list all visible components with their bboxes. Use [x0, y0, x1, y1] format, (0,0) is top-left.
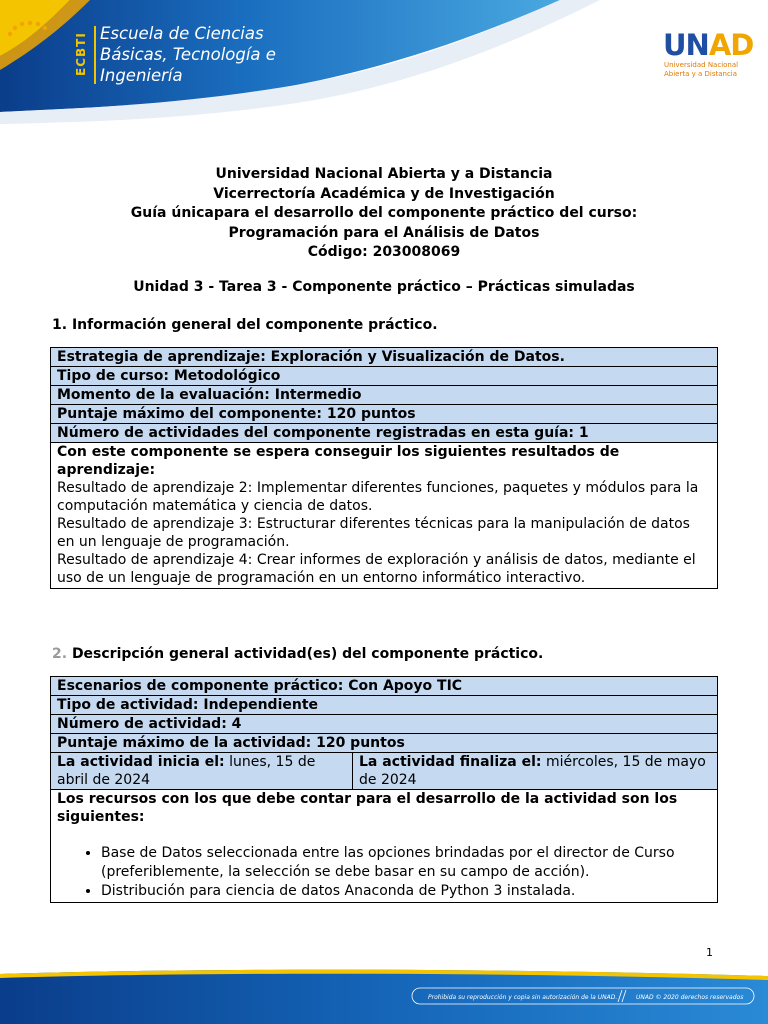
learning-result-3: Resultado de aprendizaje 3: Estructurar diferentes técnicas para la manipulación de datos en un lenguaje de programación.: [57, 516, 690, 550]
unad-logo-wordmark: UNAD: [663, 28, 754, 62]
table-row: Número de actividad: 4: [51, 715, 718, 734]
learning-result-2: Resultado de aprendizaje 2: Implementar diferentes funciones, paquetes y módulos para la computación matemática y ciencia de datos.: [57, 480, 699, 514]
activity-start-cell: La actividad inicia el: lunes, 15 de abril de 2024: [51, 753, 353, 790]
list-item: • Distribución para ciencia de datos Anaconda de Python 3 instalada.: [101, 882, 711, 901]
header-banner: [0, 0, 768, 140]
table-row: Tipo de curso: Metodológico: [51, 367, 718, 386]
title-line-2: Vicerrectoría Académica y de Investigación: [213, 185, 555, 202]
footer-rights: UNAD © 2020 derechos reservados: [636, 994, 744, 1001]
school-line-1: Escuela de Ciencias: [100, 24, 264, 43]
unad-logo-subtitle: Universidad Nacional Abierta y a Distancia: [664, 61, 739, 78]
school-line-3: Ingeniería: [100, 66, 183, 85]
document-titles: [0, 165, 768, 263]
resources-cell: [51, 790, 718, 903]
section-2-heading: 2. Descripción general actividad(es) del componente práctico.: [52, 646, 544, 662]
school-line-2: Básicas, Tecnología e: [100, 45, 276, 64]
ecbti-divider: [94, 26, 96, 84]
footer-copy-notice: Prohibida su reproducción y copia sin autorización de la UNAD.: [428, 994, 618, 1001]
page-number: 1: [706, 946, 713, 959]
table-row: Puntaje máximo del componente: 120 puntos: [51, 405, 718, 424]
resources-heading: Los recursos con los que debe contar para el desarrollo de la actividad son los siguientes:: [57, 791, 678, 825]
school-name: [100, 23, 276, 86]
title-line-5: Código: 203008069: [307, 244, 461, 260]
resources-list: [101, 844, 711, 901]
table-row: Momento de la evaluación: Intermedio: [51, 386, 718, 405]
section-1-heading: 1. Información general del componente práctico.: [52, 317, 438, 333]
title-line-3: Guía únicapara el desarrollo del componente práctico del curso:: [130, 205, 638, 221]
table-row: Puntaje máximo de la actividad: 120 puntos: [51, 734, 718, 753]
table-row: Escenarios de componente práctico: Con Apoyo TIC: [51, 677, 718, 696]
learning-result-4: Resultado de aprendizaje 4: Crear informes de exploración y análisis de datos, mediante el uso de un lenguaje de programación en un entorno informático interactivo.: [57, 552, 696, 586]
table-row: Número de actividades del componente registradas en esta guía: 1: [51, 424, 718, 443]
section-2-table: [50, 676, 718, 903]
list-item: • Base de Datos seleccionada entre las opciones brindadas por el director de Curso (preferiblemente, la selección se debe basar en su campo de acción).: [101, 844, 711, 882]
unad-logo-dots-icon: [0, 0, 84, 70]
unit-title: Unidad 3 - Tarea 3 - Componente práctico – Prácticas simuladas: [133, 279, 635, 295]
table-row: Tipo de actividad: Independiente: [51, 696, 718, 715]
section-1-table: [50, 347, 718, 589]
title-line-1: Universidad Nacional Abierta y a Distancia: [215, 166, 553, 182]
learning-results-cell: [51, 443, 718, 589]
table-row: Estrategia de aprendizaje: Exploración y Visualización de Datos.: [51, 348, 718, 367]
title-line-4: Programación para el Análisis de Datos: [228, 224, 540, 241]
learning-results-heading: Con este componente se espera conseguir los siguientes resultados de aprendizaje:: [57, 444, 620, 478]
activity-end-cell: La actividad finaliza el: miércoles, 15 de mayo de 2024: [353, 753, 718, 790]
ecbti-label: ECBTI: [74, 32, 88, 76]
